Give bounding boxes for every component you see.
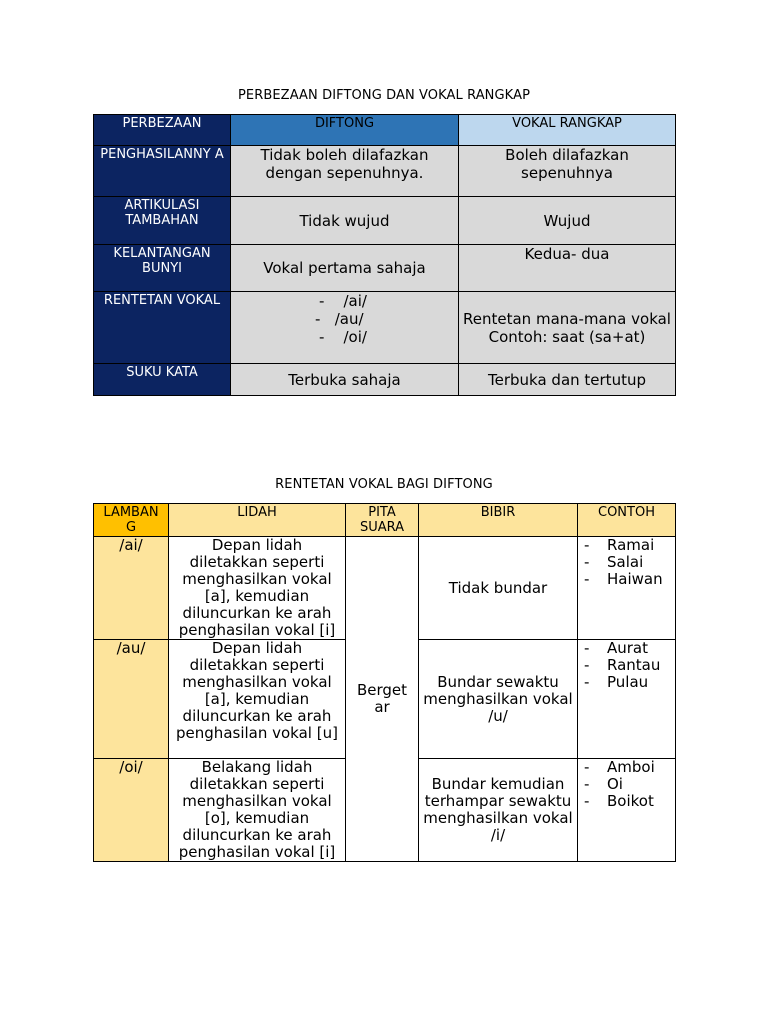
contoh-cell [578, 759, 676, 862]
table-row [94, 146, 676, 197]
diftong-cell: Tidak boleh dilafazkan dengan sepenuhnya. [231, 146, 459, 197]
vokal-cell: Boleh dilafazkan sepenuhnya [459, 146, 676, 197]
list-item: - Salai [584, 553, 644, 571]
row-label: KELANTANGAN BUNYI [94, 245, 231, 292]
lidah-cell: Depan lidah diletakkan seperti menghasilkan vokal [a], kemudian diluncurkan ke arah penghasilan vokal [u] [169, 640, 346, 759]
contoh-cell [578, 640, 676, 759]
table-row [94, 504, 676, 537]
list-item: - /ai/ [319, 292, 367, 310]
vokal-text: Rentetan mana-mana vokal [463, 309, 671, 328]
diftong-cell: Vokal pertama sahaja [231, 245, 459, 292]
diftong-cell: Tidak wujud [231, 197, 459, 245]
row-label: RENTETAN VOKAL [94, 292, 231, 364]
vokal-cell: Kedua- dua [459, 245, 676, 292]
table-row [94, 537, 676, 640]
vokal-cell: Terbuka dan tertutup [459, 364, 676, 396]
list-item: - Amboi [584, 758, 655, 776]
lidah-cell: Depan lidah diletakkan seperti menghasilkan vokal [a], kemudian diluncurkan ke arah penghasilan vokal [i] [169, 537, 346, 640]
list-item: - /au/ [315, 310, 364, 328]
list-item: - Oi [584, 775, 623, 793]
header-vokal-rangkap: VOKAL RANGKAP [459, 115, 676, 146]
diftong-cell: Terbuka sahaja [231, 364, 459, 396]
lambang-cell: /oi/ [94, 759, 169, 862]
header-perbezaan: PERBEZAAN [94, 115, 231, 146]
row-label: ARTIKULASI TAMBAHAN [94, 197, 231, 245]
header-lidah: LIDAH [169, 504, 346, 537]
row-label: PENGHASILANNY A [94, 146, 231, 197]
list-item: - Haiwan [584, 570, 663, 588]
header-contoh: CONTOH [578, 504, 676, 537]
table-row [94, 197, 676, 245]
list-item: - Rantau [584, 656, 661, 674]
lambang-cell: /au/ [94, 640, 169, 759]
bibir-cell: Bundar sewaktu menghasilkan vokal /u/ [419, 640, 578, 759]
lambang-cell: /ai/ [94, 537, 169, 640]
header-diftong: DIFTONG [231, 115, 459, 146]
table-row [94, 245, 676, 292]
table2-title: RENTETAN VOKAL BAGI DIFTONG [275, 477, 493, 492]
bibir-cell: Tidak bundar [419, 537, 578, 640]
list-item: - Pulau [584, 673, 649, 691]
vokal-cell [459, 292, 676, 364]
table1-title: PERBEZAAN DIFTONG DAN VOKAL RANGKAP [237, 88, 531, 103]
list-item: - Aurat [584, 639, 649, 657]
table-row [94, 292, 676, 364]
list-item: - Boikot [584, 792, 654, 810]
pita-suara-cell: Berget ar [346, 537, 419, 862]
rentetan-table [93, 503, 676, 862]
bibir-cell: Bundar kemudian terhampar sewaktu menghasilkan vokal /i/ [419, 759, 578, 862]
table-row [94, 115, 676, 146]
vokal-cell: Wujud [459, 197, 676, 245]
perbezaan-table [93, 114, 676, 396]
list-item: - Ramai [584, 536, 655, 554]
header-pita-suara: PITA SUARA [346, 504, 419, 537]
list-item: - /oi/ [319, 328, 367, 346]
header-lambang: LAMBAN G [94, 504, 169, 537]
table-row [94, 364, 676, 396]
contoh-cell [578, 537, 676, 640]
row-label: SUKU KATA [94, 364, 231, 396]
vokal-example: Contoh: saat (sa+at) [488, 327, 646, 346]
header-bibir: BIBIR [419, 504, 578, 537]
diftong-cell [231, 292, 459, 364]
lidah-cell: Belakang lidah diletakkan seperti menghasilkan vokal [o], kemudian diluncurkan ke arah penghasilan vokal [i] [169, 759, 346, 862]
